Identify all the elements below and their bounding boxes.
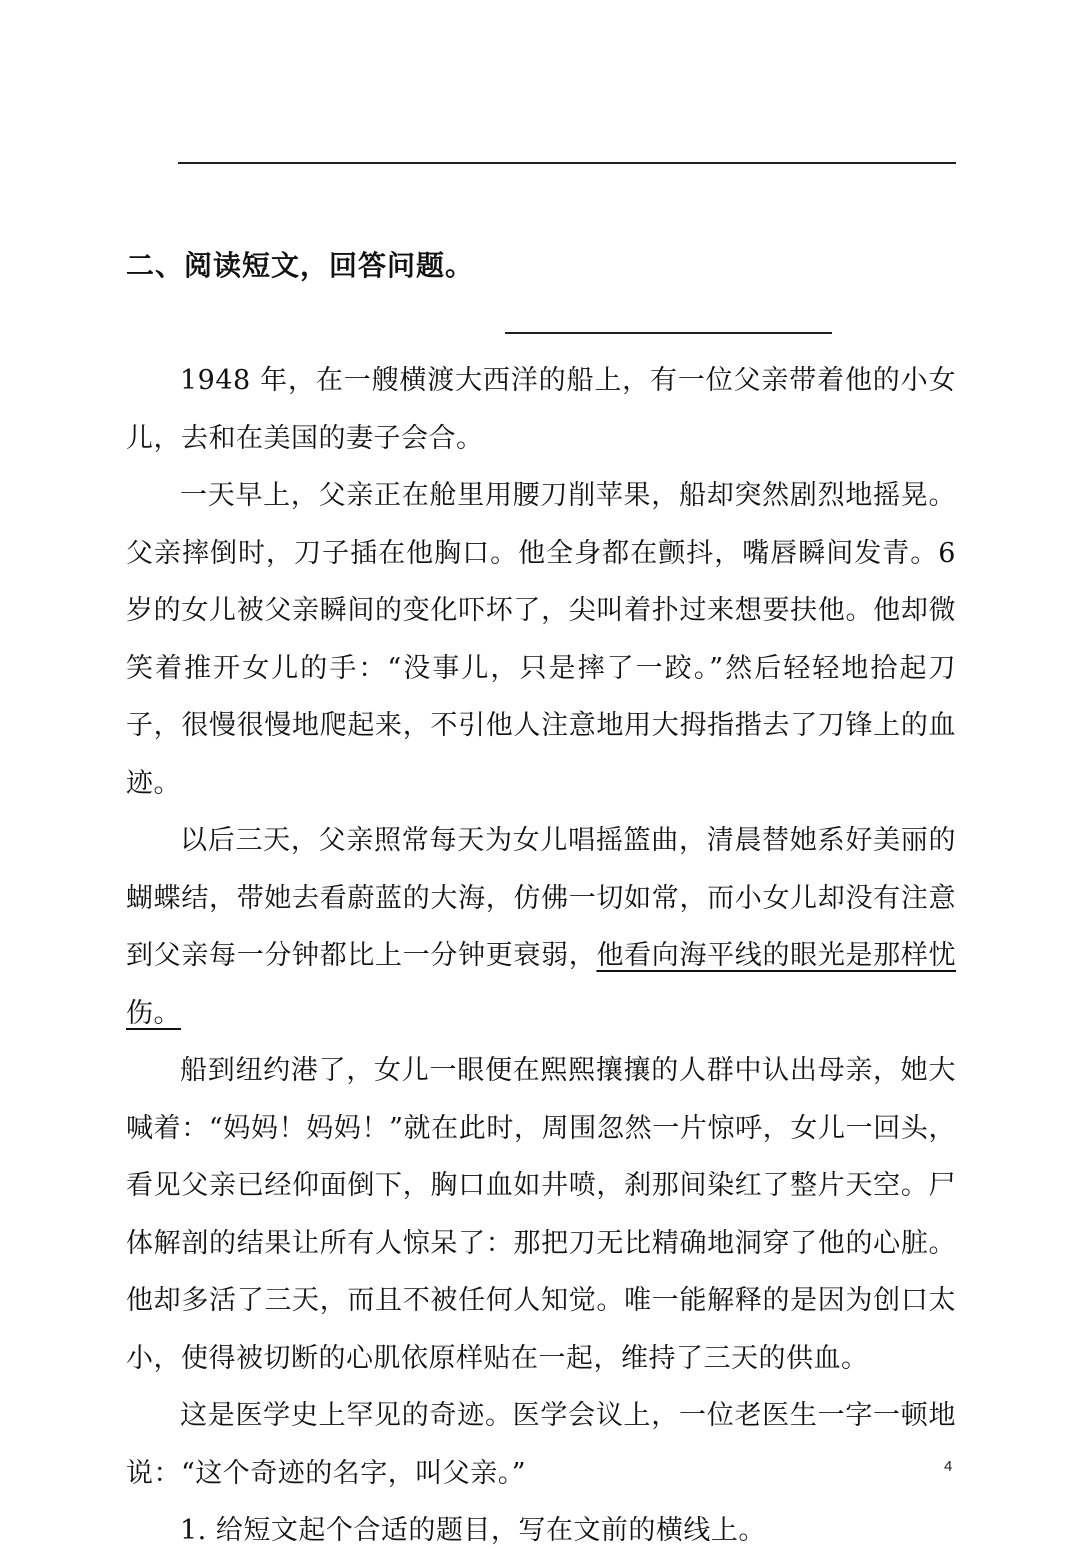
title-blank-line xyxy=(505,332,832,334)
passage-paragraph-4: 船到纽约港了，女儿一眼便在熙熙攘攘的人群中认出母亲，她大喊着：“妈妈！妈妈！”就在此时，周围忽然一片惊呼，女儿一回头，看见父亲已经仰面倒下，胸口血如井喷，刹那间染红了整片天空。尸体解剖的结果让所有人惊呆了：那把刀无比精确地洞穿了他的心脏。他却多活了三天，而且不被任何人知觉。唯一能解释的是因为创口太小，使得被切断的心肌依原样贴在一起，维持了三天的供血。 xyxy=(126,1055,956,1374)
paragraph-3-text: 以后三天，父亲照常每天为女儿唱摇篮曲，清晨替她系好美丽的蝴蝶结，带她去看蔚蓝的大海，仿佛一切如常，而小女儿却没有注意到父亲每一分钟都比上一分钟更衰弱， xyxy=(126,825,956,971)
passage-paragraph-2: 一天早上，父亲正在舱里用腰刀削苹果，船却突然剧烈地摇晃。父亲摔倒时，刀子插在他胸口。他全身都在颤抖，嘴唇瞬间发青。6 岁的女儿被父亲瞬间的变化吓坏了，尖叫着扑过来想要扶他。他却微笑着推开女儿的手：“没事儿，只是摔了一跤。”然后轻轻地拾起刀子，很慢很慢地爬起来，不引他人注意地用大拇指揩去了刀锋上的血迹。 xyxy=(126,480,956,799)
underlined-sentence: 他看向海平线的眼光是那样忧伤。 xyxy=(126,940,957,1029)
passage-paragraph-5: 这是医学史上罕见的奇迹。医学会议上，一位老医生一字一顿地说：“这个奇迹的名字，叫父亲。” xyxy=(126,1400,956,1489)
section-heading: 二、阅读短文，回答问题。 xyxy=(126,249,475,282)
reading-passage xyxy=(126,352,956,1560)
question-1: 1. 给短文起个合适的题目，写在文前的横线上。 xyxy=(180,1515,766,1546)
page-number: 4 xyxy=(944,1458,953,1475)
passage-paragraph-3 xyxy=(126,812,956,1042)
answer-blank-line xyxy=(178,162,956,164)
passage-paragraph-1: 1948 年，在一艘横渡大西洋的船上，有一位父亲带着他的小女儿，去和在美国的妻子会合。 xyxy=(126,365,956,454)
